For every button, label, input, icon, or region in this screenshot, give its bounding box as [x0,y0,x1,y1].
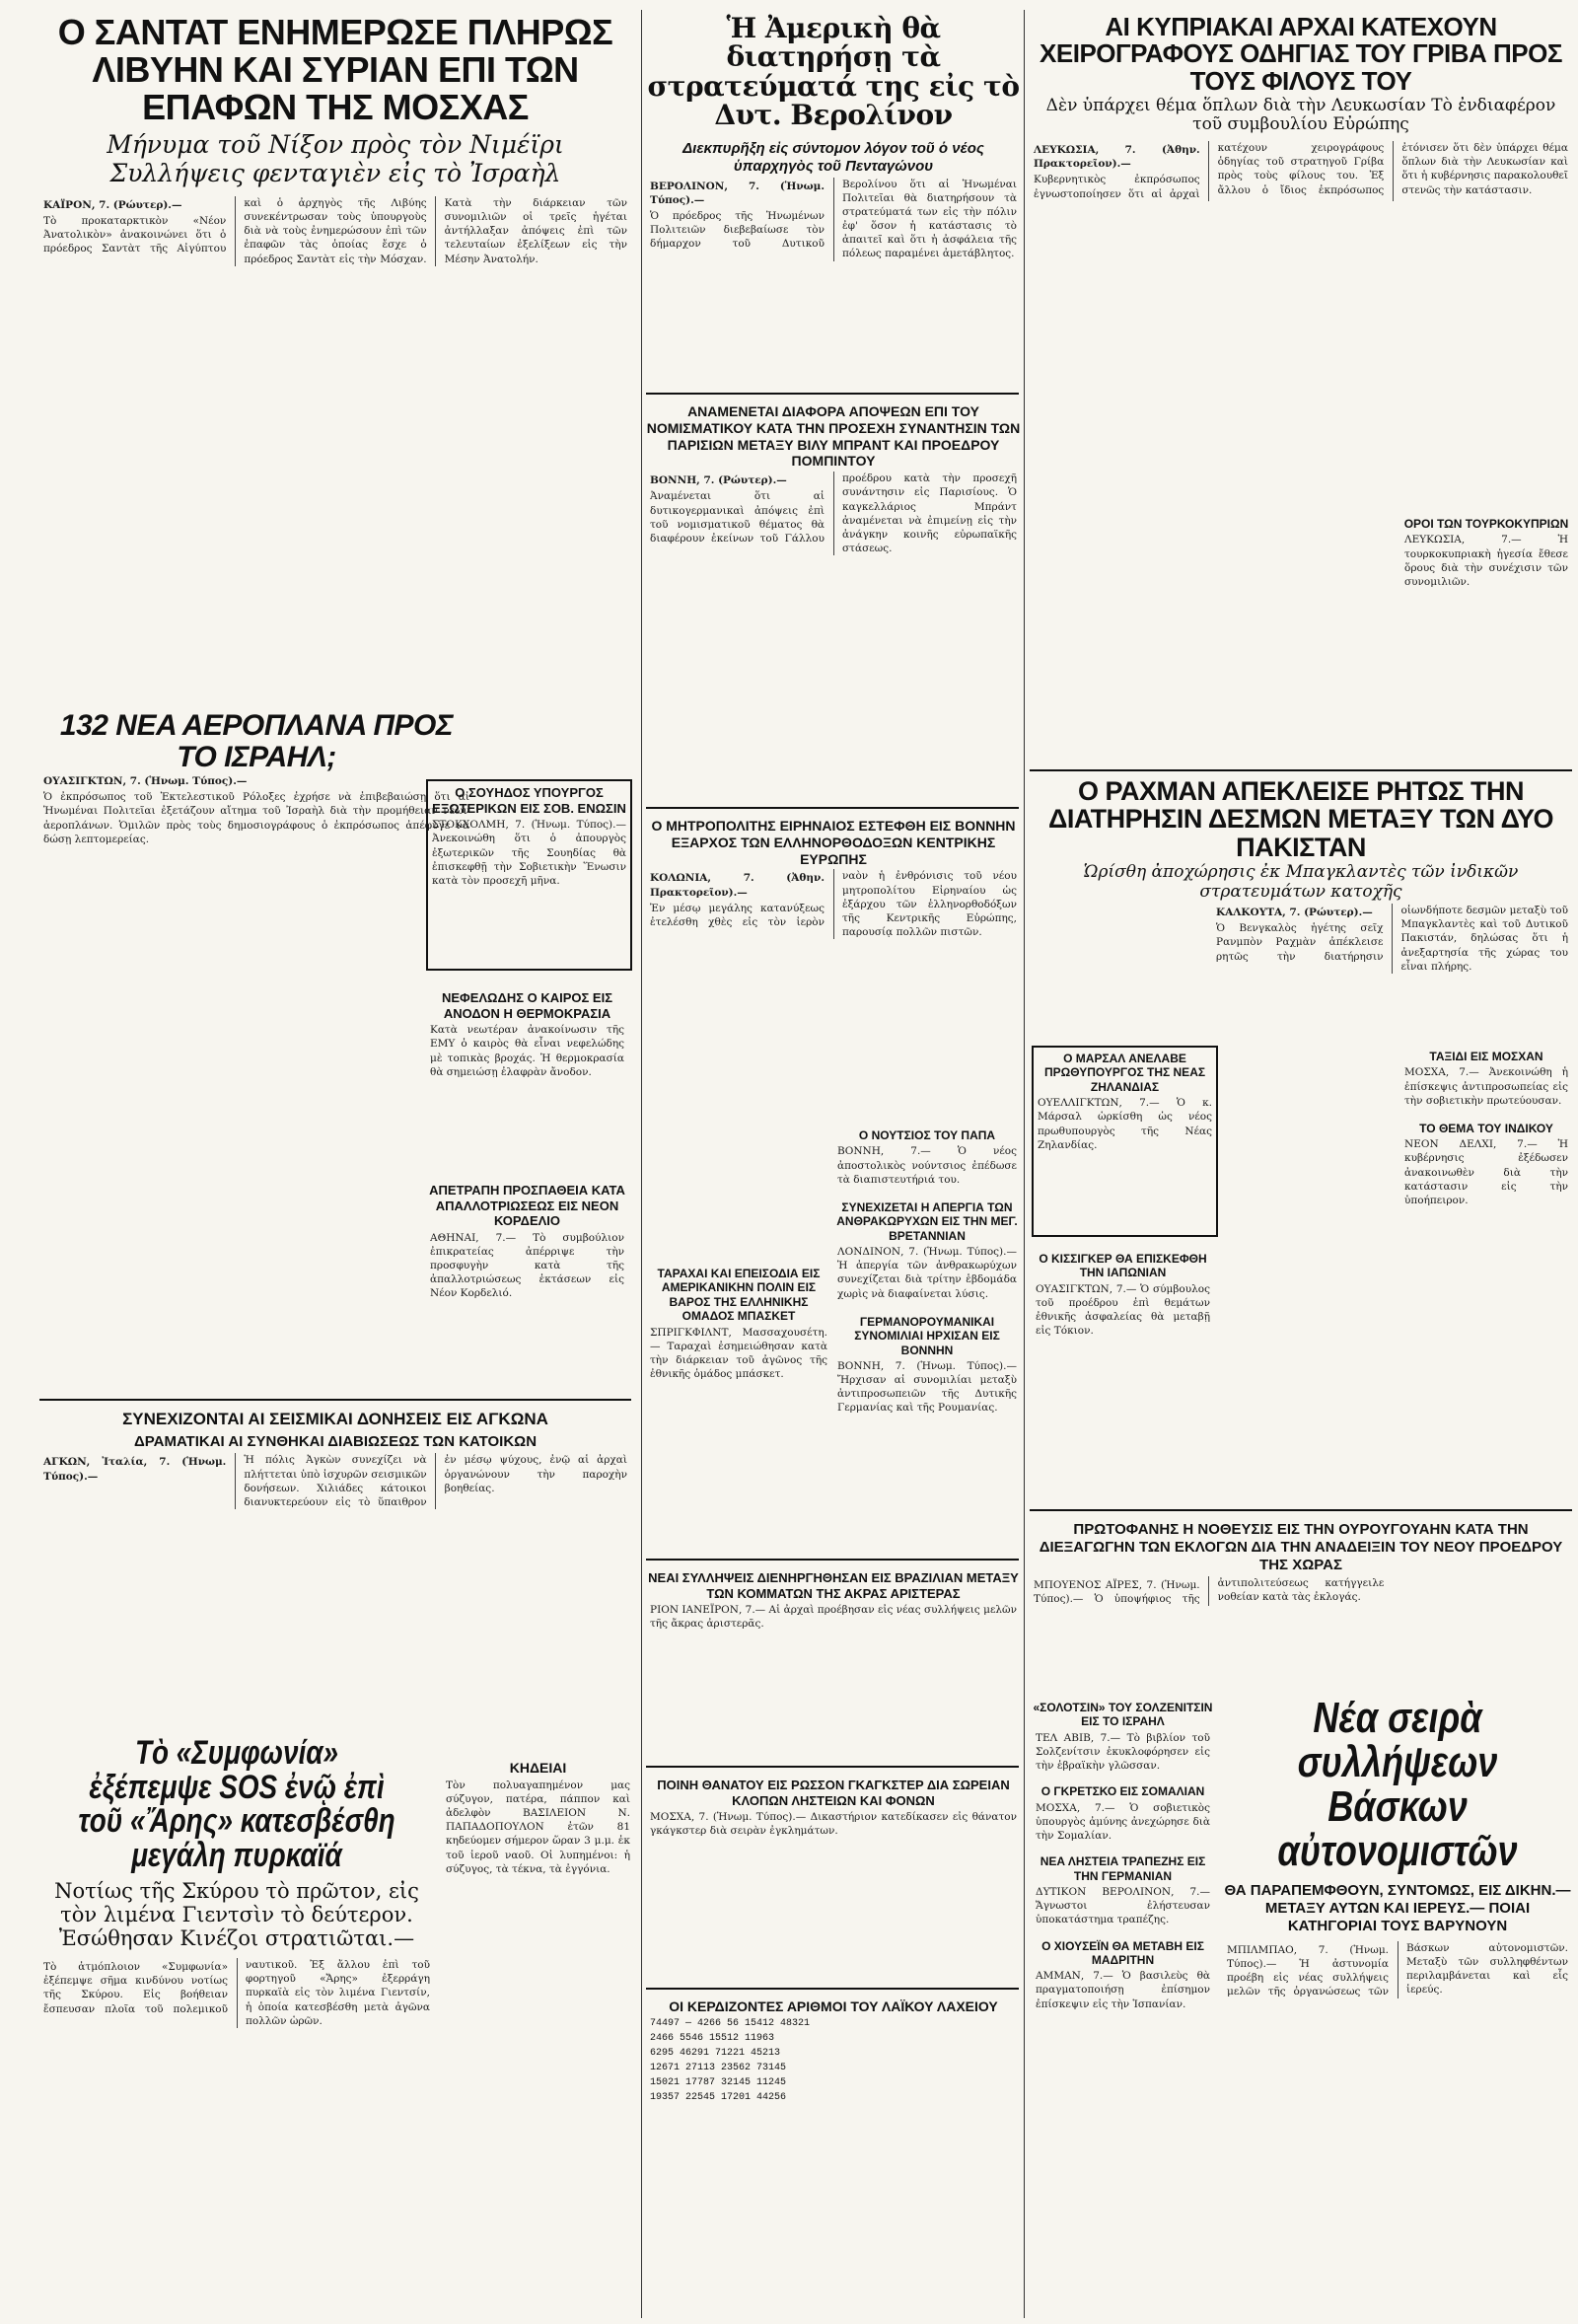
subhead: Δὲν ὑπάρχει θέμα ὅπλων διὰ τὴν Λευκωσίαν Τὸ ἐνδιαφέρον τοῦ συμβουλίου Εὐρώπης [1045,95,1556,135]
headline: Ο ΝΟΥΤΣΙΟΣ ΤΟΥ ΠΑΠΑ [858,1128,996,1142]
headline: ΟΡΟΙ ΤΩΝ ΤΟΥΡΚΟΚΥΠΡΙΩΝ [1403,517,1569,531]
article-body: ΛΕΥΚΩΣΙΑ, 7.— Ἡ τουρκοκυπριακὴ ἡγεσία ἔθεσε ὅρους διὰ τὴν συνέχισιν τῶν συνομιλιῶν. [1404,534,1568,588]
article-body: ΣΠΡΙΓΚΦΙΛΝΤ, Μασσαχουσέτη.— Ταραχαὶ ἐσημειώθησαν κατὰ τὴν διάρκειαν τοῦ ἀγῶνος τῆς ἐθνικῆς ὁμάδος μπάσκετ. [650,1326,827,1381]
article-metropolitan [646,814,1021,1129]
headline: ΑΝΑΜΕΝΕΤΑΙ ΔΙΑΦΟΡΑ ΑΠΟΨΕΩΝ ΕΠΙ ΤΟΥ ΝΟΜΙΣΜΑΤΙΚΟΥ ΚΑΤΑ ΤΗΝ ΠΡΟΣΕΧΗ ΣΥΝΑΝΤΗΣΙΝ ΤΩΝ ΠΑΡΙΣΙΩΝ ΜΕΤΑΞΥ ΒΙΛΥ ΜΠΡΑΝΤ ΚΑΙ ΠΡΟΕΔΡΟΥ ΠΟΜΠΙΝΤΟΥ [646,403,1021,470]
article-body: Ἐν μέσῳ μεγάλης κατανύξεως ἐτελέσθη χθὲς εἰς τὸν ἱερὸν ναὸν ἡ ἐνθρόνισις τοῦ νέου μητροπολίτου Εἰρηναίου ὡς ἐξάρχου τῶν ἑλληνορθοδόξων τῆς Κεντρικῆς Εὐρώπης, παρουσίᾳ πολλῶν πιστῶν. [650,870,1017,939]
article-body: Κατὰ νεωτέραν ἀνακοίνωσιν τῆς ΕΜΥ ὁ καιρὸς θὰ εἶναι νεφελώδης μὲ τοπικὰς βροχάς. Ἡ θερμοκρασία θὰ σημειώσῃ ἐλαφρὰν ἄνοδον. [430,1024,624,1078]
headline: ΝΕΦΕΛΩΔΗΣ Ο ΚΑΙΡΟΣ ΕΙΣ ΑΝΟΔΟΝ Η ΘΕΡΜΟΚΡΑΣΙΑ [441,990,613,1021]
article-body: ΝΕΟΝ ΔΕΛΧΙ, 7.— Ἡ κυβέρνησις ἐξέδωσεν ἀνακοινωθὲν διὰ τὴν κατάστασιν εἰς τὴν ὑποήπειρον. [1404,1138,1568,1206]
article-body: ΜΟΣΧΑ, 7.— Ὁ σοβιετικὸς ὑπουργὸς ἀμύνης ἀνεχώρησε διὰ τὴν Σομαλίαν. [1036,1801,1210,1843]
article-body: Ἡ πόλις Ἀγκὼν συνεχίζει νὰ πλήττεται ὑπὸ ἰσχυρῶν σεισμικῶν δονήσεων. Χιλιάδες κάτοικοι διανυκτερεύουν εἰς τὸ ὕπαιθρον ἐν μέσῳ ψύχους, ἐνῷ αἱ ἀρχαὶ ὀργανώνουν τὴν παροχὴν βοηθείας. [244,1454,627,1508]
rule [646,1559,1019,1561]
article-body: ΑΘΗΝΑΙ, 7.— Τὸ συμβούλιον ἐπικρατείας ἀπέρριψε τὴν προσφυγὴν κατὰ τῆς ἀπαλλοτριώσεως ἐκτάσεων εἰς Νέον Κορδελιό. [430,1231,624,1300]
article-body: ΒΟΝΝΗ, 7.— Ὁ νέος ἀποστολικὸς νούντσιος ἐπέδωσε τὰ διαπιστευτήριά του. [837,1145,1017,1186]
section-title: ΚΗΔΕΙΑΙ [509,1760,567,1776]
headline: Τὸ «Συμφωνία» ἐξέπεμψε SOS ἐνῷ ἐπὶ τοῦ «Ἄρης» κατεσβέσθη μεγάλη πυρκαϊά [78,1736,395,1875]
article-swedish-minister [426,779,632,971]
article-deaths [442,1756,634,2308]
article-body: ΑΜΜΑΝ, 7.— Ὁ βασιλεὺς θὰ πραγματοποιήσῃ ἐπίσημον ἐπίσκεψιν εἰς τὴν Ἱσπανίαν. [1036,1970,1210,2010]
lottery-row: 74497 — 4266 56 15412 48321 [650,2017,811,2029]
headline: ΝΕΑ ΛΗΣΤΕΙΑ ΤΡΑΠΕΖΗΣ ΕΙΣ ΤΗΝ ΓΕΡΜΑΝΙΑΝ [1040,1854,1206,1883]
lottery-row: 12671 27113 23562 73145 [650,2062,787,2073]
dateline: ΚΑΛΚΟΥΤΑ, 7. (Ρώυτερ).— [1216,907,1373,919]
headline: Ο ΡΑΧΜΑΝ ΑΠΕΚΛΕΙΣΕ ΡΗΤΩΣ ΤΗΝ ΔΙΑΤΗΡΗΣΙΝ ΔΕΣΜΩΝ ΜΕΤΑΞΥ ΤΩΝ ΔΥΟ ΠΑΚΙΣΤΑΝ [1047,777,1554,862]
dateline: ΒΕΡΟΛΙΝΟΝ, 7. (Ἡνωμ. Τύπος).— [650,180,825,206]
article-body: ΔΥΤΙΚΟΝ ΒΕΡΟΛΙΝΟΝ, 7.— Ἄγνωστοι ἐλήστευσαν ὑποκατάστημα τραπέζης. [1036,1885,1210,1926]
headline: ΑΙ ΚΥΠΡΙΑΚΑΙ ΑΡΧΑΙ ΚΑΤΕΧΟΥΝ ΧΕΙΡΟΓΡΑΦΟΥΣ ΟΔΗΓΙΑΣ ΤΟΥ ΓΡΙΒΑ ΠΡΟΣ ΤΟΥΣ ΦΙΛΟΥΣ ΤΟΥ [1040,14,1562,96]
subhead: ΔΡΑΜΑΤΙΚΑΙ ΑΙ ΣΥΝΘΗΚΑΙ ΔΙΑΒΙΩΣΕΩΣ ΤΩΝ ΚΑΤΟΙΚΩΝ [133,1433,538,1451]
article-body: ΤΕΛ ΑΒΙΒ, 7.— Τὸ βιβλίον τοῦ Σολζενίτσιν ἐκυκλοφόρησεν εἰς τὴν ἑβραϊκὴν γλῶσσαν. [1036,1731,1210,1773]
headline: Ο ΚΙΣΣΙΓΚΕΡ ΘΑ ΕΠΙΣΚΕΦΘΗ ΤΗΝ ΙΑΠΩΝΙΑΝ [1039,1252,1207,1280]
article-body: Ὁ ἐκπρόσωπος τοῦ Ἐκτελεστικοῦ Ρόλοξες ἐχρήσε νὰ ἐπιβεβαιώσῃ ὅτι αἱ Ἡνωμέναι Πολιτεῖαι ἐξετάζουν αἴτημα τοῦ Ἰσραὴλ διὰ τὴν προμήθειαν νέων ἀεροπλάνων. Ὁμιλῶν πρὸς τοὺς δημοσιογράφους ὁ ἐκπρόσωπος ἀπέφυγε νὰ δώσῃ λεπτομερείας. [43,791,469,845]
article-body: ΜΠΙΛΜΠΑΟ, 7. (Ἡνωμ. Τύπος).— Ἡ ἀστυνομία προέβη εἰς νέας συλλήψεις μελῶν τῆς ὀργανώσεως τῶν Βάσκων αὐτονομιστῶν. Μεταξὺ τῶν συλληφθέντων περιλαμβάνεται καὶ εἷς ἱερεύς. [1227,1941,1568,1998]
article-monetary [646,399,1021,794]
headline: Ο ΣΟΥΗΔΟΣ ΥΠΟΥΡΓΟΣ ΕΞΩΤΕΡΙΚΩΝ ΕΙΣ ΣΟΒ. ΕΝΩΣΙΝ [432,785,626,816]
lottery-row: 15021 17787 32145 11245 [650,2076,787,2088]
rule [646,807,1019,809]
article-body: ΣΤΟΚΧΟΛΜΗ, 7. (Ἡνωμ. Τύπος).— Ἀνεκοινώθη ὅτι ὁ ἀπουργὸς ἐξωτερικῶν τῆς Σουηδίας θὰ ἐπισκεφθῇ τὴν Σοβιετικὴν Ἕνωσιν κατὰ τὸν προσεχῆ μῆνα. [432,819,626,887]
headline: «ΣΟΛΟΤΣΙΝ» ΤΟΥ ΣΟΛΖΕΝΙΤΣΙΝ ΕΙΣ ΤΟ ΙΣΡΑΗΛ [1033,1701,1213,1729]
headline: Ἡ Ἀμερικὴ θὰ διατηρήσῃ τὰ στρατεύματά της εἰς τὸ Δυτ. Βερολίνον [647,14,1020,132]
article-body: Ὁ Βενγκαλὸς ἡγέτης σεῖχ Ρανμπὸν Ραχμὰν ἀπέκλεισε ρητῶς τὴν διατήρησιν οἱωνδήποτε δεσμῶν μεταξὺ τοῦ Μπαγκλαντὲς καὶ τοῦ Δυτικοῦ Πακιστάν, δηλώσας ὅτι ἡ ἀνεξαρτησία τῆς χώρας του εἶναι πλήρης. [1216,905,1568,973]
rule [646,393,1019,395]
headline: ΤΑΡΑΧΑΙ ΚΑΙ ΕΠΕΙΣΟΔΙΑ ΕΙΣ ΑΜΕΡΙΚΑΝΙΚΗΝ ΠΟΛΙΝ ΕΙΣ ΒΑΡΟΣ ΤΗΣ ΕΛΛΗΝΙΚΗΣ ΟΜΑΔΟΣ ΜΠΑΣΚΕΤ [657,1267,821,1324]
article-cyprus [1030,14,1572,507]
article-sadat [39,14,631,477]
article-uruguay [1030,1517,1572,1695]
article-weather [426,986,628,1154]
column-rule [641,10,642,2318]
headline: Ο ΜΑΡΣΑΛ ΑΝΕΛΑΒΕ ΠΡΩΘΥΠΟΥΡΓΟΣ ΤΗΣ ΝΕΑΣ ΖΗΛΑΝΔΙΑΣ [1043,1052,1206,1094]
article-riots [646,1263,831,1539]
headline: 132 ΝΕΑ ΑΕΡΟΠΛΑΝΑ ΠΡΟΣ ΤΟ ΙΣΡΑΗΛ; [59,710,454,773]
dateline: ΟΥΑΣΙΓΚΤΩΝ, 7. (Ἡνωμ. Τύπος).— [43,775,248,787]
article-body: ΛΟΝΔΙΝΟΝ, 7. (Ἡνωμ. Τύπος).— Ἡ ἀπεργία τῶν ἀνθρακωρύχων συνεχίζεται διὰ τρίτην ἑβδομάδα χωρὶς νὰ διαφαίνεται λύσις. [837,1246,1017,1300]
article-body: ΒΟΝΝΗ, 7. (Ἡνωμ. Τύπος).— Ἤρχισαν αἱ συνομιλίαι μεταξὺ ἀντιπροσωπειῶν τῆς Δυτικῆς Γερμανίας καὶ τῆς Ρουμανίας. [837,1359,1017,1415]
subhead: Νοτίως τῆς Σκύρου τὸ πρῶτον, εἰς τὸν λιμένα Γιεντσὶν τὸ δεύτερον. Ἐσώθησαν Κινέζοι στρατιῶται.— [54,1878,419,1950]
article-body: Κυβερνητικὸς ἐκπρόσωπος ἐγνωστοποίησεν ὅτι αἱ ἀρχαὶ κατέχουν χειρογράφους ὁδηγίας τοῦ στρατηγοῦ Γρίβα πρὸς τοὺς φίλους του. Ἐξ ἄλλου ὁ ἴδιος ἐκπρόσωπος ἐτόνισεν ὅτι δὲν ὑπάρχει θέμα ὅπλων διὰ τὴν Λευκωσίαν καὶ ὅτι ἡ κυβέρνησις παρακολουθεῖ στενῶς τὴν κατάστασιν. [1034,141,1568,200]
article-brazil [646,1566,1021,1764]
subhead: ΘΑ ΠΑΡΑΠΕΜΦΘΟΥΝ, ΣΥΝΤΟΜΩΣ, ΕΙΣ ΔΙΚΗΝ.— ΜΕΤΑΞΥ ΑΥΤΩΝ ΚΑΙ ΙΕΡΕΥΣ.— ΠΟΙΑΙ ΚΑΤΗΓΟΡΙΑΙ ΤΟΥΣ ΒΑΡΥΝΟΥΝ [1224,1881,1571,1934]
article-kissinger [1032,1248,1214,1416]
dateline: ΚΑΪΡΟΝ, 7. (Ρώυτερ).— [43,198,182,211]
rule [39,1399,631,1401]
dateline: ΛΕΥΚΩΣΙΑ, 7. (Ἀθην. Πρακτορεῖον).— [1034,143,1200,171]
headline: ΝΕΑΙ ΣΥΛΛΗΨΕΙΣ ΔΙΕΝΗΡΓΗΘΗΣΑΝ ΕΙΣ ΒΡΑΖΙΛΙΑΝ ΜΕΤΑΞΥ ΤΩΝ ΚΟΜΜΑΤΩΝ ΤΗΣ ΑΚΡΑΣ ΑΡΙΣΤΕΡΑΣ [648,1570,1019,1601]
article-basque [1223,1697,1572,2318]
briefs-column [1032,1697,1214,2318]
rule [646,1766,1019,1768]
article-body: ΟΥΑΣΙΓΚΤΩΝ, 7.— Ὁ σύμβουλος τοῦ προέδρου ἐπὶ θεμάτων ἐθνικῆς ἀσφαλείας θὰ μεταβῇ εἰς Τόκιον. [1036,1282,1210,1338]
headline: ΣΥΝΕΧΙΖΕΤΑΙ Η ΑΠΕΡΓΙΑ ΤΩΝ ΑΝΘΡΑΚΩΡΥΧΩΝ ΕΙΣ ΤΗΝ ΜΕΓ. ΒΡΕΤΑΝΝΙΑΝ [836,1199,1018,1243]
article-body: Ἀναμένεται ὅτι αἱ δυτικογερμανικαὶ ἀπόψεις ἐπὶ τοῦ νομισματικοῦ θέματος θὰ διαφέρουν ἐκείνων τοῦ Γάλλου προέδρου κατὰ τὴν προσεχῆ συνάντησιν εἰς Παρισίους. Ὁ καγκελλάριος Μπράντ ἀναμένεται νὰ ἐπιμείνῃ εἰς τὴν ἀνάγκην κοινῆς εὐρωπαϊκῆς στάσεως. [650,472,1017,555]
article-body: ΡΙΟΝ ΙΑΝΕΪΡΟΝ, 7.— Αἱ ἀρχαὶ προέβησαν εἰς νέας συλλήψεις μελῶν τῆς ἄκρας ἀριστερᾶς. [650,1604,1017,1631]
article-america [646,14,1021,389]
article-body: Τὸ προκαταρκτικὸν «Νέον Ἀνατολικὸν» ἀνακοινώνει ὅτι ὁ πρόεδρος Σαντὰτ τῆς Αἰγύπτου καὶ ὁ ἀρχηγὸς τῆς Λιβύης συνεκέντρωσαν τοὺς ὑπουργοὺς διὰ νὰ τοὺς ἐνημερώσουν ἐπὶ τῶν ἐπαφῶν τὰς ὁποίας ἔσχε ὁ πρόεδρος Σαντὰτ εἰς τὴν Μόσχαν. Κατὰ τὴν διάρκειαν τῶν συνομιλιῶν οἱ τρεῖς ἡγέται ἀντήλλαξαν ἀπόψεις ἐπὶ τῶν τελευταίων ἐξελίξεων εἰς τὴν Μέσην Ἀνατολήν. [43,196,627,265]
article-earthquake [39,1406,631,1741]
dateline: ΚΟΛΩΝΙΑ, 7. (Ἀθην. Πρακτορεῖον).— [650,872,825,899]
subhead: Ὡρίσθη ἀποχώρησις ἐκ Μπαγκλαντὲς τῶν ἰνδικῶν στρατευμάτων κατοχῆς [1083,862,1519,902]
headline: ΤΑΞΙΔΙ ΕΙΣ ΜΟΣΧΑΝ [1429,1050,1543,1063]
article-expropriation [426,1179,628,1376]
lottery-row: 2466 5546 15512 11963 [650,2032,775,2044]
headline: ΣΥΝΕΧΙΖΟΝΤΑΙ ΑΙ ΣΕΙΣΜΙΚΑΙ ΔΟΝΗΣΕΙΣ ΕΙΣ ΑΓΚΩΝΑ [122,1410,548,1428]
article-marshal [1032,1046,1218,1237]
subhead: Διεκπυρῆξη εἰς σύντομον λόγον τοῦ ὁ νέος ὑπαρχηγὸς τοῦ Πενταγώνου [682,139,984,175]
headline: ΤΟ ΘΕΜΑ ΤΟΥ ΙΝΔΙΚΟΥ [1419,1121,1553,1135]
article-body: ΟΥΕΛΛΙΓΚΤΩΝ, 7.— Ὁ κ. Μάρσαλ ὡρκίσθη ὡς νέος πρωθυπουργὸς τῆς Νέας Ζηλανδίας. [1038,1097,1212,1151]
headline: ΠΟΙΝΗ ΘΑΝΑΤΟΥ ΕΙΣ ΡΩΣΣΟΝ ΓΚΑΓΚΣΤΕΡ ΔΙΑ ΣΩΡΕΙΑΝ ΚΛΟΠΩΝ ΛΗΣΤΕΙΩΝ ΚΑΙ ΦΟΝΩΝ [657,1778,1010,1808]
article-body: Τὸν πολυαγαπημένον μας σύζυγον, πατέρα, πάππον καὶ ἀδελφὸν ΒΑΣΙΛΕΙΟΝ Ν. ΠΑΠΑΔΟΠΟΥΛΟΝ ἐτῶν 81 κηδεύομεν σήμερον ὥραν 3 μ.μ. ἐκ τοῦ ἱεροῦ ναοῦ. Οἱ λυπημένοι: ἡ σύζυγος, τὰ τέκνα, τὰ ἐγγόνια. [446,1779,630,1875]
dateline: ΑΓΚΩΝ, Ἰταλία, 7. (Ἡνωμ. Τύπος).— [43,1456,227,1483]
headline: ΠΡΩΤΟΦΑΝΗΣ Η ΝΟΘΕΥΣΙΣ ΕΙΣ ΤΗΝ ΟΥΡΟΥΓΟΥΑΗΝ ΚΑΤΑ ΤΗΝ ΔΙΕΞΑΓΩΓΗΝ ΤΩΝ ΕΚΛΟΓΩΝ ΔΙΑ ΤΗΝ ΑΝΑΔΕΙΞΙΝ ΤΟΥ ΝΕΟΥ ΠΡΟΕΔΡΟΥ ΤΗΣ ΧΩΡΑΣ [1039,1521,1563,1573]
headline: Ο ΣΑΝΤΑΤ ΕΝΗΜΕΡΩΣΕ ΠΛΗΡΩΣ ΛΙΒΥΗΝ ΚΑΙ ΣΥΡΙΑΝ ΕΠΙ ΤΩΝ ΕΠΑΦΩΝ ΤΗΣ ΜΟΣΧΑΣ [57,14,613,127]
subhead: Μήνυμα τοῦ Νίξον πρὸς τὸν Νιμέϊρι Συλλήψεις φενταγιὲν εἰς τὸ Ἰσραὴλ [107,130,564,188]
headline: ΑΠΕΤΡΑΠΗ ΠΡΟΣΠΑΘΕΙΑ ΚΑΤΑ ΑΠΑΛΛΟΤΡΙΩΣΕΩΣ ΕΙΣ ΝΕΟΝ ΚΟΡΔΕΛΙΟ [429,1183,625,1229]
headline: ΓΕΡΜΑΝΟΡΟΥΜΑΝΙΚΑΙ ΣΥΝΟΜΙΛΙΑΙ ΗΡΧΙΣΑΝ ΕΙΣ ΒΟΝΝΗΝ [854,1314,1000,1357]
article-gangster [646,1774,1021,1981]
lottery-row: 19357 22545 17201 44256 [650,2091,787,2103]
dateline: ΒΟΝΝΗ, 7. (Ρώυτερ).— [650,474,787,487]
article-body: ΜΟΣΧΑ, 7.— Ἀνεκοινώθη ἡ ἐπίσκεψις ἀντιπροσωπείας εἰς τὴν σοβιετικὴν πρωτεύουσαν. [1404,1066,1568,1107]
headline: Ο ΜΗΤΡΟΠΟΛΙΤΗΣ ΕΙΡΗΝΑΙΟΣ ΕΣΤΕΦΘΗ ΕΙΣ ΒΟΝΝΗΝ ΕΞΑΡΧΟΣ ΤΩΝ ΕΛΛΗΝΟΡΘΟΔΟΞΩΝ ΚΕΝΤΡΙΚΗΣ ΕΥΡΩΠΗΣ [651,818,1016,867]
article-symphonia [39,1736,434,2318]
rule [646,1988,1019,1990]
article-turkish-cypriots [1400,513,1572,769]
column-rule [1024,10,1025,2318]
article-body: ΜΟΣΧΑ, 7. (Ἡνωμ. Τύπος).— Δικαστήριον κατεδίκασεν εἰς θάνατον γκάγκστερ διὰ σειρὰν ἐγκλημάτων. [650,1811,1017,1838]
article-body: Τὸ ἀτμόπλοιον «Συμφωνία» ἐξέπεμψε σῆμα κινδύνου νοτίως τῆς Σκύρου. Εἰς βοήθειαν ἔσπευσαν πλοῖα τοῦ πολεμικοῦ ναυτικοῦ. Ἐξ ἄλλου ἐπὶ τοῦ φορτηγοῦ «Ἄρης» ἐξερράγη πυρκαϊὰ εἰς τὸν λιμένα Γιεντσίν, ἡ ὁποία κατεσβέσθη μετὰ ἀγῶνα πολλῶν ὡρῶν. [43,1959,430,2027]
sidebar-briefs-right [1400,1046,1572,1499]
headline: Νέα σειρὰ συλλήψεων Βάσκων αὐτονομιστῶν [1277,1697,1518,1875]
headline: Ο ΓΚΡΕΤΣΚΟ ΕΙΣ ΣΟΜΑΛΙΑΝ [1040,1784,1205,1799]
article-body: Ὁ πρόεδρος τῆς Ἡνωμένων Πολιτειῶν διεβεβαίωσε τὸν δήμαρχον τοῦ Δυτικοῦ Βερολίνου ὅτι αἱ Ἡνωμέναι Πολιτεῖαι θὰ διατηρήσουν τὰ στρατεύματά των εἰς τὴν πόλιν ἐφ' ὅσον ἡ κατάστασις τὸ ἀπαιτεῖ καὶ ὅτι ἡ ἀσφάλεια τῆς πόλεως παραμένει ἀμετάβλητος. [650,178,1017,260]
lottery-row: 6295 46291 71221 45213 [650,2047,781,2059]
rule [1030,1509,1572,1511]
headline: Ο ΧΙΟΥΣΕΪΝ ΘΑ ΜΕΤΑΒΗ ΕΙΣ ΜΑΔΡΙΤΗΝ [1041,1938,1204,1967]
article-lottery [646,1995,1021,2310]
article-body: ΜΠΟΥΕΝΟΣ ΑΪΡΕΣ, 7. (Ἡνωμ. Τύπος).— Ὁ ὑποψήφιος τῆς ἀντιπολιτεύσεως κατήγγειλε νοθείαν κατὰ τὰς ἐκλογάς. [1034,1577,1385,1606]
headline: ΟΙ ΚΕΡΔΙΖΟΝΤΕΣ ΑΡΙΘΜΟΙ ΤΟΥ ΛΑΪΚΟΥ ΛΑΧΕΙΟΥ [669,1998,998,2014]
rule [1030,769,1572,771]
article-rahman [1030,777,1572,1044]
article-planes [39,710,473,858]
